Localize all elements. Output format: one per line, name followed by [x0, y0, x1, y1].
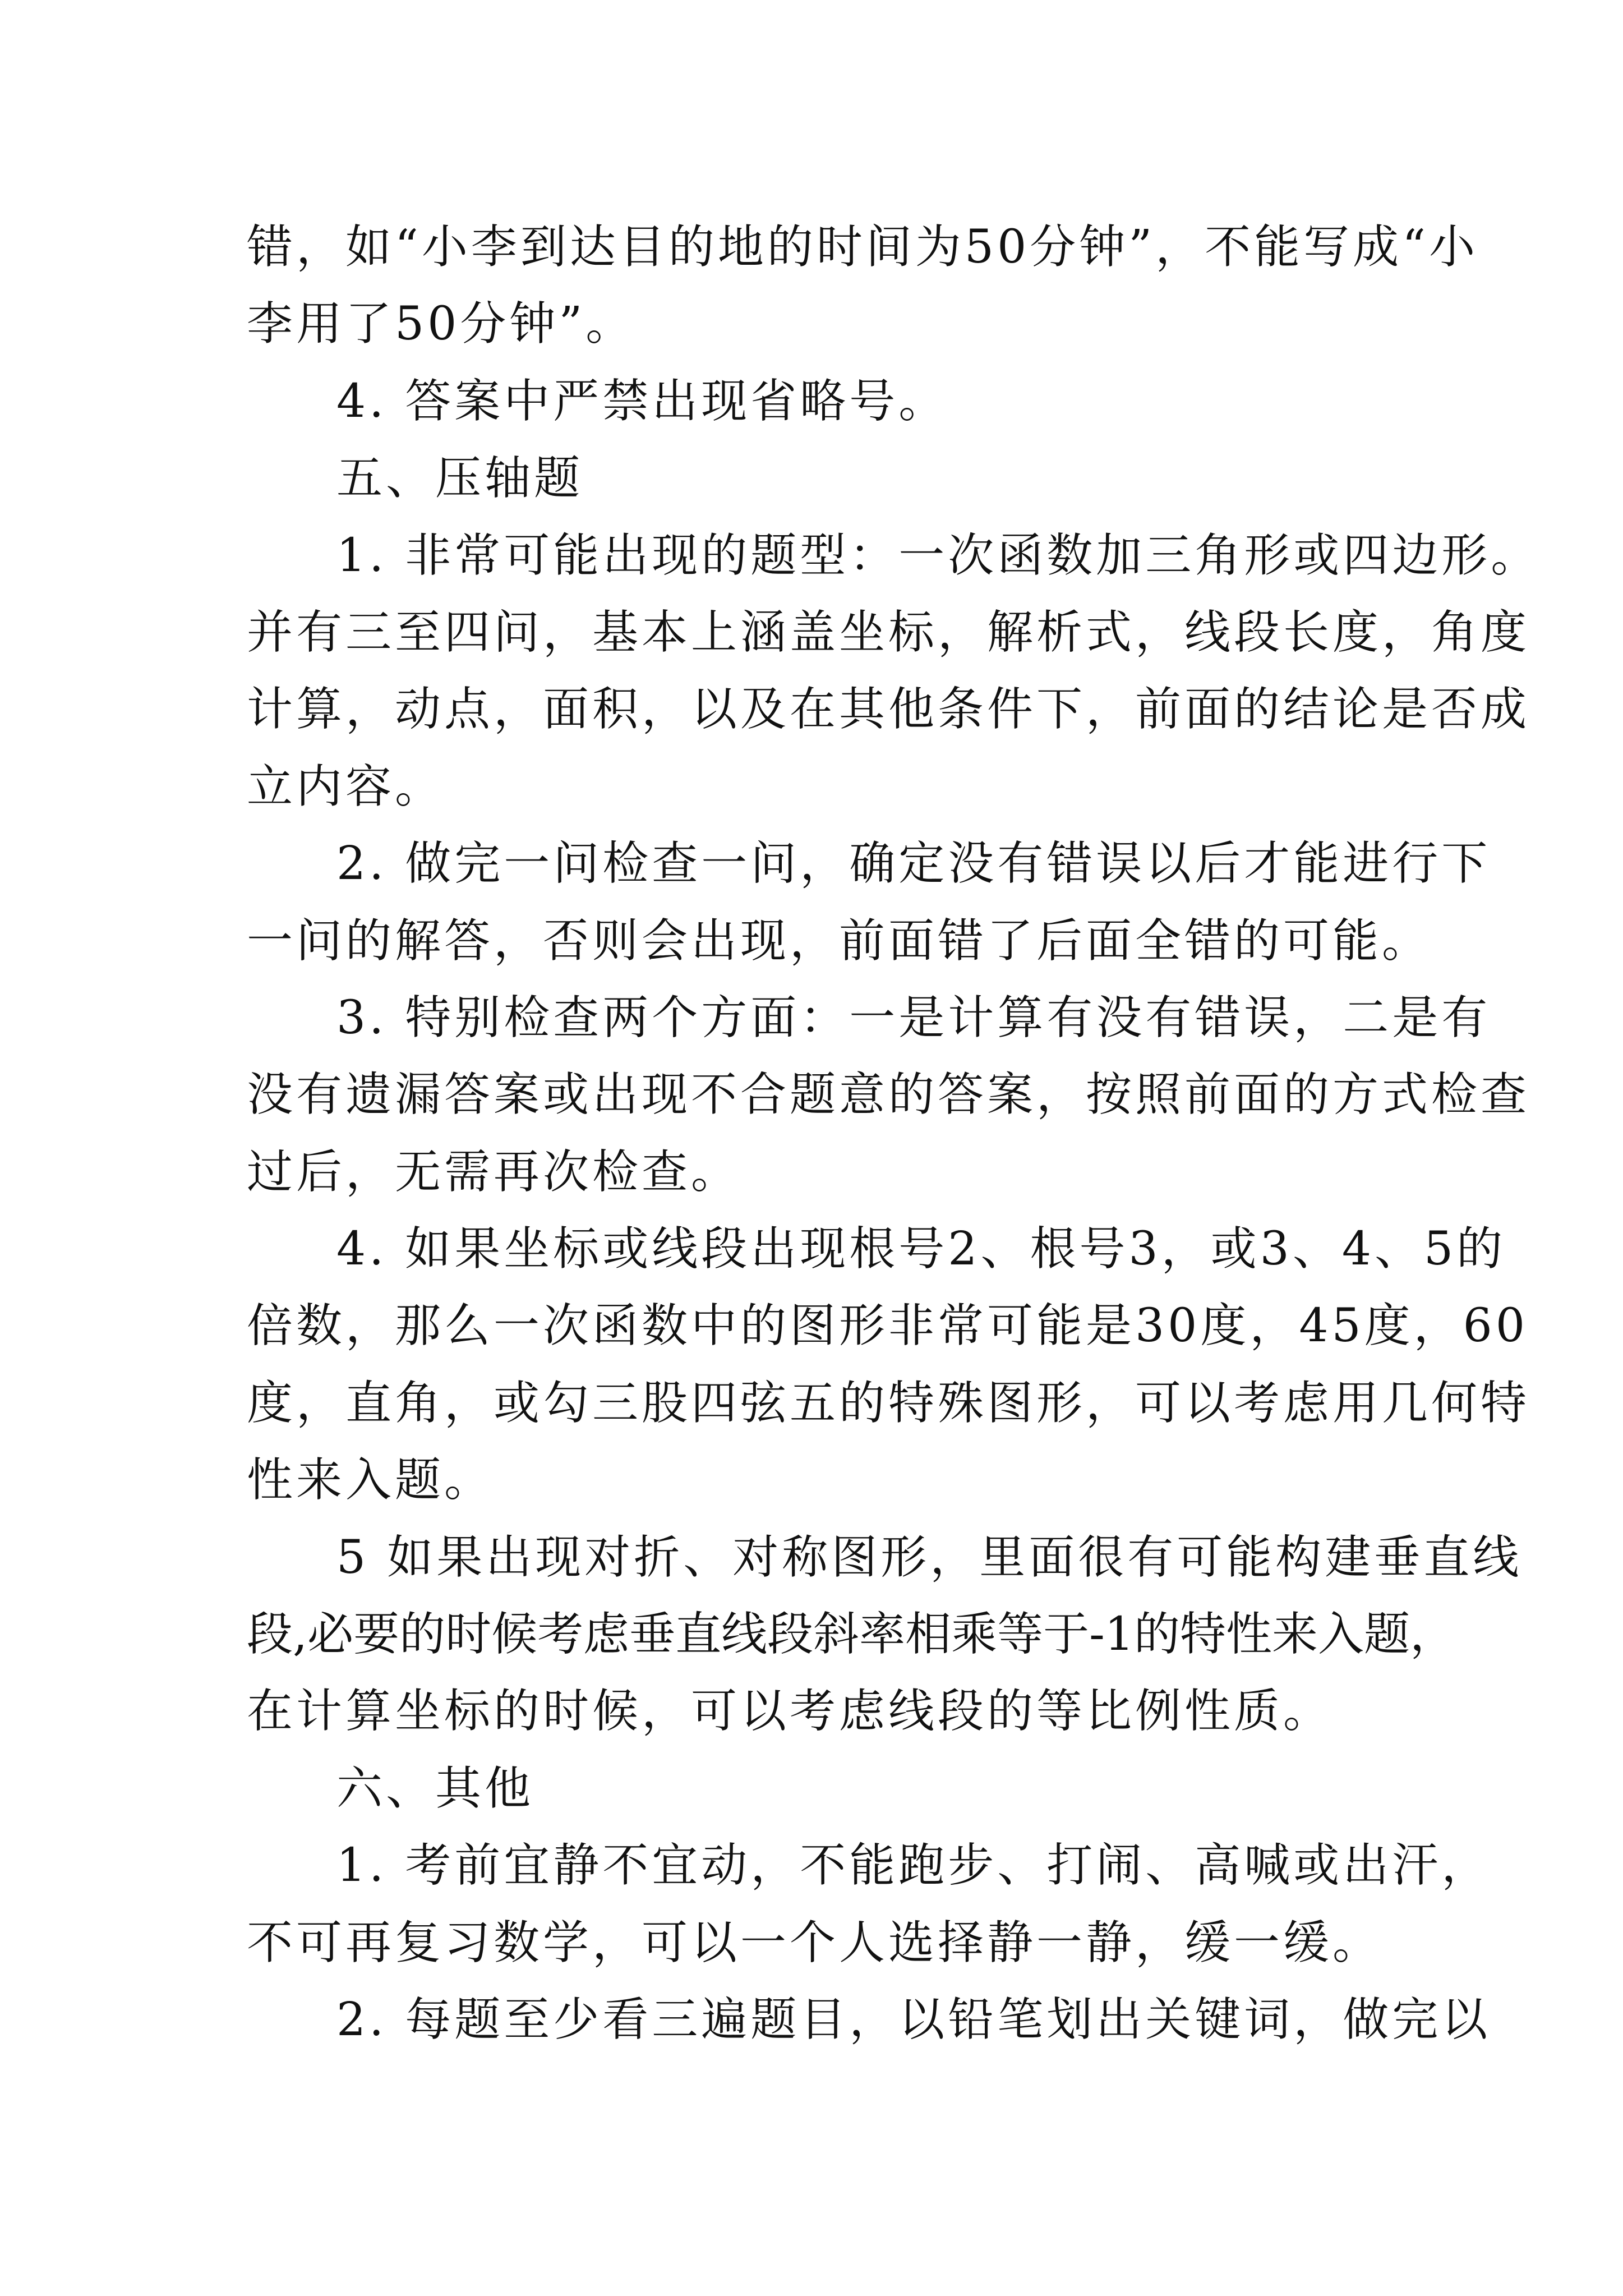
- section-heading: 六、其他: [336, 1761, 534, 1815]
- text-line: 倍数，那么一次函数中的图形非常可能是30度，45度，60: [247, 1299, 1529, 1353]
- text-line: 3. 特别检查两个方面：一是计算有没有错误，二是有: [336, 991, 1491, 1045]
- text-line: 在计算坐标的时候，可以考虑线段的等比例性质。: [247, 1685, 1333, 1738]
- text-line: 不可再复习数学，可以一个人选择静一静，缓一缓。: [247, 1916, 1382, 1970]
- text-line: 计算，动点，面积，以及在其他条件下，前面的结论是否成: [247, 683, 1530, 737]
- text-line: 5 如果出现对折、对称图形，里面很有可能构建垂直线: [336, 1530, 1523, 1584]
- text-line: 4. 答案中严禁出现省略号。: [336, 374, 948, 428]
- text-line: 度，直角，或勾三股四弦五的特殊图形，可以考虑用几何特: [247, 1376, 1530, 1430]
- text-line: 1. 非常可能出现的题型：一次函数加三角形或四边形。: [336, 528, 1541, 582]
- text-line: 段,必要的时候考虑垂直线段斜率相乘等于-1的特性来入题，: [247, 1608, 1456, 1662]
- text-line: 错，如“小李到达目的地的时间为50分钟”，不能写成“小: [247, 220, 1479, 274]
- section-heading: 五、压轴题: [336, 452, 584, 505]
- text-line: 没有遗漏答案或出现不合题意的答案，按照前面的方式检查: [247, 1068, 1530, 1122]
- text-line: 2. 做完一问检查一问，确定没有错误以后才能进行下: [336, 837, 1491, 891]
- text-line: 并有三至四问，基本上涵盖坐标，解析式，线段长度，角度: [247, 605, 1530, 659]
- text-line: 4. 如果坐标或线段出现根号2、根号3，或3、4、5的: [336, 1222, 1506, 1276]
- document-body: [247, 209, 1541, 2058]
- text-line: 2. 每题至少看三遍题目，以铅笔划出关键词，做完以: [336, 1993, 1491, 2046]
- text-line: 性来入题。: [247, 1453, 494, 1507]
- text-line: 一问的解答，否则会出现，前面错了后面全错的可能。: [247, 914, 1432, 968]
- text-line: 1. 考前宜静不宜动，不能跑步、打闹、高喊或出汗，: [336, 1839, 1491, 1893]
- text-line: 李用了50分钟”。: [247, 297, 635, 351]
- text-line: 过后，无需再次检查。: [247, 1145, 741, 1199]
- text-line: 立内容。: [247, 760, 445, 813]
